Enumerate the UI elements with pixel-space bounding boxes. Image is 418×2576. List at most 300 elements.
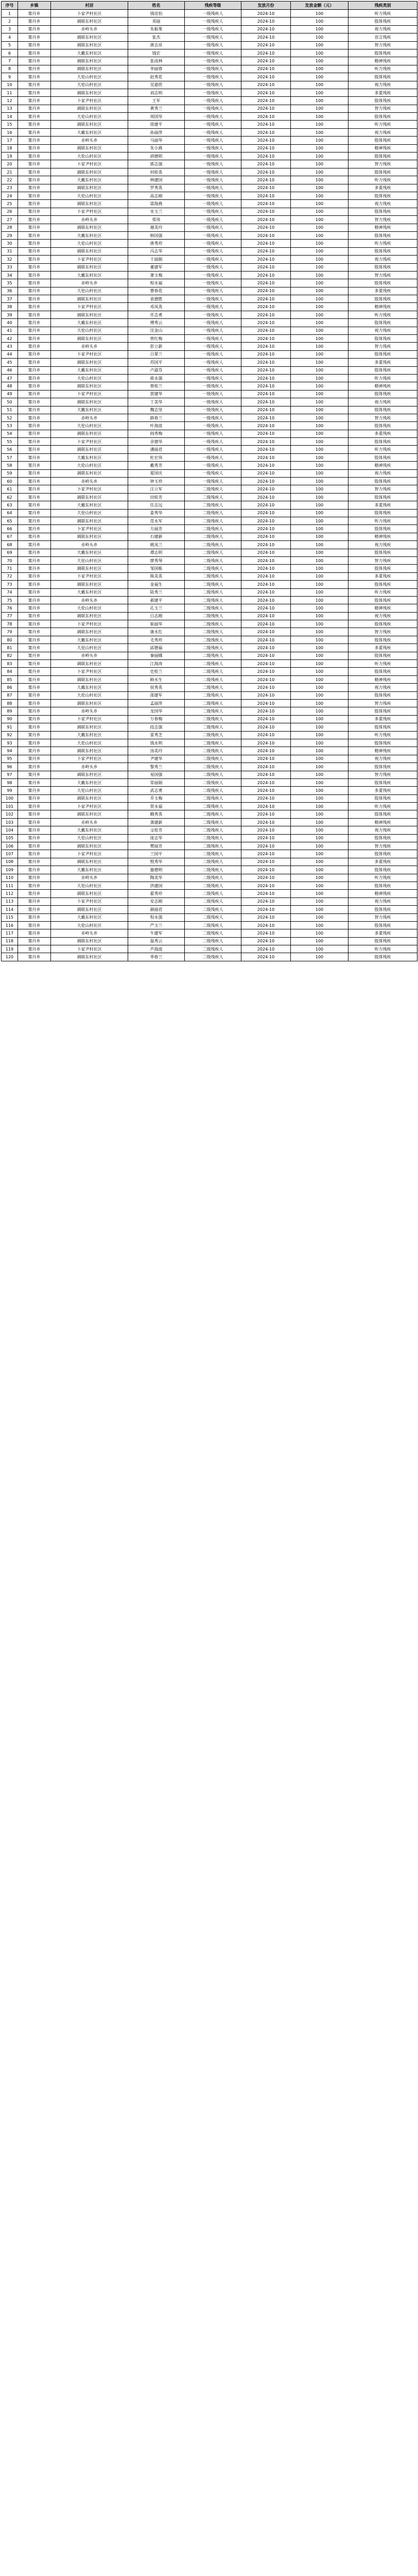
- cell-name: 邓凤英: [128, 303, 185, 311]
- cell-month: 2024-10: [241, 715, 291, 723]
- cell-township: 策丹乡: [18, 192, 51, 199]
- cell-month: 2024-10: [241, 652, 291, 659]
- cell-name: 邵建军: [128, 691, 185, 699]
- cell-category: 听力残疾: [349, 874, 417, 882]
- table-row: [2, 65, 417, 73]
- cell-category: 肢体残疾: [349, 113, 417, 121]
- cell-category: 精神残疾: [349, 747, 417, 755]
- cell-name: 林建国: [128, 176, 185, 184]
- cell-category: 肢体残疾: [349, 723, 417, 731]
- cell-amount: 100: [291, 216, 349, 224]
- cell-month: 2024-10: [241, 850, 291, 858]
- cell-grade: 一级残疾人: [185, 287, 241, 295]
- table-row: [2, 462, 417, 469]
- cell-village: 调联东村社区: [51, 446, 128, 453]
- cell-index: 60: [2, 478, 18, 485]
- cell-amount: 100: [291, 549, 349, 556]
- cell-index: 118: [2, 937, 18, 945]
- cell-amount: 100: [291, 565, 349, 572]
- cell-name: 熊美英: [128, 572, 185, 580]
- cell-name: 田桂芳: [128, 493, 185, 501]
- cell-name: 段志强: [128, 723, 185, 731]
- cell-amount: 100: [291, 778, 349, 786]
- cell-grade: 一级残疾人: [185, 49, 241, 57]
- cell-name: 王军: [128, 97, 185, 105]
- table-row: [2, 240, 417, 247]
- table-row: [2, 565, 417, 572]
- cell-name: 朱小燕: [128, 144, 185, 152]
- cell-name: 乔玉梅: [128, 794, 185, 802]
- cell-township: 策丹乡: [18, 604, 51, 612]
- cell-name: 丁美华: [128, 398, 185, 406]
- cell-name: 姚凤兰: [128, 541, 185, 549]
- cell-month: 2024-10: [241, 787, 291, 794]
- cell-grade: 二级残疾人: [185, 699, 241, 707]
- cell-grade: 二级残疾人: [185, 620, 241, 628]
- cell-index: 11: [2, 89, 18, 96]
- cell-name: 康永红: [128, 628, 185, 636]
- cell-month: 2024-10: [241, 168, 291, 176]
- cell-grade: 二级残疾人: [185, 858, 241, 866]
- table-row: [2, 311, 417, 318]
- cell-amount: 100: [291, 858, 349, 866]
- cell-township: 策丹乡: [18, 668, 51, 675]
- cell-category: 精神残疾: [349, 533, 417, 540]
- cell-township: 策丹乡: [18, 422, 51, 430]
- table-row: [2, 453, 417, 461]
- cell-grade: 二级残疾人: [185, 715, 241, 723]
- cell-index: 6: [2, 49, 18, 57]
- cell-month: 2024-10: [241, 430, 291, 437]
- cell-index: 107: [2, 850, 18, 858]
- cell-index: 84: [2, 668, 18, 675]
- cell-grade: 二级残疾人: [185, 850, 241, 858]
- cell-month: 2024-10: [241, 113, 291, 121]
- cell-amount: 100: [291, 438, 349, 446]
- cell-village: 调联东村社区: [51, 247, 128, 255]
- cell-village: 赤岭头乡: [51, 343, 128, 350]
- cell-amount: 100: [291, 279, 349, 287]
- cell-category: 肢体残疾: [349, 596, 417, 604]
- cell-village: 大戴东村社区: [51, 49, 128, 57]
- cell-category: 肢体残疾: [349, 137, 417, 144]
- table-row: [2, 858, 417, 866]
- cell-index: 109: [2, 866, 18, 874]
- cell-category: 听力残疾: [349, 65, 417, 73]
- cell-grade: 二级残疾人: [185, 668, 241, 675]
- cell-township: 策丹乡: [18, 858, 51, 866]
- cell-township: 策丹乡: [18, 612, 51, 620]
- cell-township: 策丹乡: [18, 303, 51, 311]
- cell-name: 余德华: [128, 438, 185, 446]
- cell-village: 卜家尹村社区: [51, 350, 128, 358]
- cell-amount: 100: [291, 231, 349, 239]
- cell-grade: 一级残疾人: [185, 382, 241, 390]
- cell-month: 2024-10: [241, 152, 291, 160]
- cell-amount: 100: [291, 763, 349, 771]
- cell-index: 53: [2, 422, 18, 430]
- cell-index: 14: [2, 113, 18, 121]
- cell-amount: 100: [291, 533, 349, 540]
- cell-grade: 一级残疾人: [185, 73, 241, 81]
- table-row: [2, 834, 417, 842]
- cell-village: 大戴东村社区: [51, 549, 128, 556]
- cell-month: 2024-10: [241, 778, 291, 786]
- cell-grade: 一级残疾人: [185, 168, 241, 176]
- cell-index: 28: [2, 224, 18, 231]
- cell-month: 2024-10: [241, 644, 291, 652]
- cell-month: 2024-10: [241, 699, 291, 707]
- cell-month: 2024-10: [241, 882, 291, 889]
- cell-index: 51: [2, 406, 18, 414]
- cell-grade: 一级残疾人: [185, 105, 241, 112]
- cell-month: 2024-10: [241, 675, 291, 683]
- cell-village: 调联东村社区: [51, 430, 128, 437]
- cell-index: 74: [2, 588, 18, 596]
- cell-category: 肢体残疾: [349, 263, 417, 271]
- cell-township: 策丹乡: [18, 168, 51, 176]
- cell-category: 视力残疾: [349, 398, 417, 406]
- table-row: [2, 485, 417, 493]
- cell-grade: 二级残疾人: [185, 565, 241, 572]
- cell-index: 80: [2, 636, 18, 643]
- cell-month: 2024-10: [241, 10, 291, 18]
- cell-grade: 一级残疾人: [185, 350, 241, 358]
- cell-amount: 100: [291, 335, 349, 343]
- cell-name: 刘志明: [128, 89, 185, 96]
- cell-amount: 100: [291, 184, 349, 192]
- cell-grade: 一级残疾人: [185, 10, 241, 18]
- cell-township: 策丹乡: [18, 501, 51, 509]
- cell-category: 多重残疾: [349, 287, 417, 295]
- cell-grade: 一级残疾人: [185, 311, 241, 318]
- cell-amount: 100: [291, 660, 349, 668]
- cell-name: 范永军: [128, 517, 185, 525]
- table-row: [2, 636, 417, 643]
- cell-amount: 100: [291, 699, 349, 707]
- cell-amount: 100: [291, 295, 349, 303]
- cell-index: 111: [2, 882, 18, 889]
- cell-name: 贾建华: [128, 390, 185, 398]
- table-row: [2, 882, 417, 889]
- cell-grade: 一级残疾人: [185, 414, 241, 421]
- cell-category: 肢体残疾: [349, 763, 417, 771]
- cell-amount: 100: [291, 771, 349, 778]
- cell-township: 策丹乡: [18, 565, 51, 572]
- cell-township: 策丹乡: [18, 636, 51, 643]
- cell-month: 2024-10: [241, 343, 291, 350]
- cell-month: 2024-10: [241, 834, 291, 842]
- cell-amount: 100: [291, 596, 349, 604]
- cell-village: 赤岭头乡: [51, 596, 128, 604]
- cell-month: 2024-10: [241, 731, 291, 739]
- cell-month: 2024-10: [241, 565, 291, 572]
- cell-township: 策丹乡: [18, 216, 51, 224]
- cell-index: 89: [2, 707, 18, 715]
- cell-index: 99: [2, 787, 18, 794]
- cell-name: 芦海波: [128, 945, 185, 953]
- cell-category: 听力残疾: [349, 374, 417, 382]
- cell-name: 姜秀华: [128, 509, 185, 517]
- cell-village: 卜家尹村社区: [51, 160, 128, 168]
- cell-township: 策丹乡: [18, 509, 51, 517]
- cell-grade: 一级残疾人: [185, 224, 241, 231]
- cell-name: 易国强: [128, 771, 185, 778]
- cell-index: 90: [2, 715, 18, 723]
- cell-index: 41: [2, 327, 18, 334]
- cell-month: 2024-10: [241, 921, 291, 929]
- table-row: [2, 913, 417, 921]
- cell-index: 36: [2, 287, 18, 295]
- cell-name: 陶美华: [128, 874, 185, 882]
- table-row: [2, 588, 417, 596]
- cell-township: 策丹乡: [18, 596, 51, 604]
- cell-month: 2024-10: [241, 874, 291, 882]
- cell-name: 郝建平: [128, 596, 185, 604]
- cell-index: 19: [2, 152, 18, 160]
- subsidy-table: [1, 1, 417, 961]
- cell-grade: 一级残疾人: [185, 208, 241, 215]
- cell-category: 视力残疾: [349, 469, 417, 477]
- cell-month: 2024-10: [241, 604, 291, 612]
- cell-index: 8: [2, 65, 18, 73]
- cell-category: 视力残疾: [349, 612, 417, 620]
- cell-category: 精神残疾: [349, 604, 417, 612]
- cell-township: 策丹乡: [18, 644, 51, 652]
- cell-grade: 二级残疾人: [185, 755, 241, 762]
- cell-village: 大伦山村社区: [51, 113, 128, 121]
- cell-village: 大伦山村社区: [51, 509, 128, 517]
- cell-category: 肢体残疾: [349, 636, 417, 643]
- cell-amount: 100: [291, 866, 349, 874]
- cell-category: 肢体残疾: [349, 97, 417, 105]
- cell-grade: 二级残疾人: [185, 937, 241, 945]
- cell-name: 魏志坚: [128, 406, 185, 414]
- cell-name: 黎秀兰: [128, 763, 185, 771]
- table-row: [2, 295, 417, 303]
- cell-index: 98: [2, 778, 18, 786]
- cell-township: 策丹乡: [18, 818, 51, 826]
- cell-grade: 二级残疾人: [185, 556, 241, 564]
- cell-category: 视力残疾: [349, 684, 417, 691]
- cell-index: 43: [2, 343, 18, 350]
- cell-category: 智力残疾: [349, 771, 417, 778]
- cell-name: 秦丽娜: [128, 652, 185, 659]
- cell-category: 肢体残疾: [349, 850, 417, 858]
- cell-township: 策丹乡: [18, 319, 51, 327]
- cell-index: 33: [2, 263, 18, 271]
- cell-grade: 一级残疾人: [185, 279, 241, 287]
- cell-village: 调联东村社区: [51, 660, 128, 668]
- cell-month: 2024-10: [241, 303, 291, 311]
- cell-grade: 二级残疾人: [185, 572, 241, 580]
- table-row: [2, 390, 417, 398]
- cell-village: 调联东村社区: [51, 105, 128, 112]
- cell-month: 2024-10: [241, 97, 291, 105]
- cell-category: 视力残疾: [349, 256, 417, 263]
- cell-amount: 100: [291, 953, 349, 961]
- cell-category: 精神残疾: [349, 462, 417, 469]
- table-row: [2, 398, 417, 406]
- cell-amount: 100: [291, 478, 349, 485]
- cell-month: 2024-10: [241, 263, 291, 271]
- cell-township: 策丹乡: [18, 810, 51, 818]
- cell-township: 策丹乡: [18, 834, 51, 842]
- table-row: [2, 953, 417, 961]
- cell-category: 听力残疾: [349, 803, 417, 810]
- table-row: [2, 684, 417, 691]
- cell-name: 罗秀英: [128, 184, 185, 192]
- cell-village: 大戴东村社区: [51, 913, 128, 921]
- table-row: [2, 541, 417, 549]
- cell-name: 倪永强: [128, 913, 185, 921]
- cell-index: 103: [2, 818, 18, 826]
- table-row: [2, 350, 417, 358]
- cell-category: 听力残疾: [349, 176, 417, 184]
- cell-township: 策丹乡: [18, 240, 51, 247]
- cell-name: 彭立新: [128, 343, 185, 350]
- cell-index: 18: [2, 144, 18, 152]
- table-row: [2, 652, 417, 659]
- cell-township: 策丹乡: [18, 945, 51, 953]
- cell-index: 2: [2, 18, 18, 25]
- cell-name: 傅秀云: [128, 319, 185, 327]
- cell-grade: 二级残疾人: [185, 541, 241, 549]
- header-village: 村居: [51, 2, 128, 10]
- table-row: [2, 231, 417, 239]
- cell-amount: 100: [291, 921, 349, 929]
- cell-category: 肢体残疾: [349, 478, 417, 485]
- cell-village: 大戴东村社区: [51, 271, 128, 279]
- table-row: [2, 897, 417, 905]
- cell-amount: 100: [291, 834, 349, 842]
- cell-amount: 100: [291, 18, 349, 25]
- cell-amount: 100: [291, 469, 349, 477]
- cell-name: 于丽娟: [128, 256, 185, 263]
- cell-index: 46: [2, 366, 18, 374]
- cell-village: 调联东村社区: [51, 723, 128, 731]
- cell-amount: 100: [291, 652, 349, 659]
- cell-month: 2024-10: [241, 755, 291, 762]
- cell-amount: 100: [291, 200, 349, 208]
- cell-village: 赤岭头乡: [51, 874, 128, 882]
- cell-grade: 一级残疾人: [185, 25, 241, 33]
- cell-amount: 100: [291, 10, 349, 18]
- cell-amount: 100: [291, 41, 349, 49]
- cell-village: 调联东村社区: [51, 747, 128, 755]
- cell-township: 策丹乡: [18, 10, 51, 18]
- cell-category: 智力残疾: [349, 842, 417, 850]
- cell-month: 2024-10: [241, 913, 291, 921]
- cell-village: 大戴东村社区: [51, 826, 128, 834]
- cell-month: 2024-10: [241, 176, 291, 184]
- cell-grade: 一级残疾人: [185, 406, 241, 414]
- cell-name: 贺永福: [128, 803, 185, 810]
- cell-index: 29: [2, 231, 18, 239]
- cell-grade: 一级残疾人: [185, 137, 241, 144]
- cell-index: 34: [2, 271, 18, 279]
- cell-month: 2024-10: [241, 406, 291, 414]
- cell-name: 龚建新: [128, 818, 185, 826]
- cell-index: 23: [2, 184, 18, 192]
- cell-month: 2024-10: [241, 842, 291, 850]
- cell-category: 精神残疾: [349, 382, 417, 390]
- cell-category: 肢体残疾: [349, 279, 417, 287]
- cell-category: 语言残疾: [349, 33, 417, 41]
- cell-name: 叶海波: [128, 422, 185, 430]
- cell-amount: 100: [291, 945, 349, 953]
- cell-amount: 100: [291, 691, 349, 699]
- cell-month: 2024-10: [241, 200, 291, 208]
- cell-township: 策丹乡: [18, 406, 51, 414]
- cell-township: 策丹乡: [18, 707, 51, 715]
- cell-township: 策丹乡: [18, 485, 51, 493]
- cell-amount: 100: [291, 818, 349, 826]
- cell-index: 37: [2, 295, 18, 303]
- cell-category: 多重残疾: [349, 858, 417, 866]
- cell-grade: 二级残疾人: [185, 921, 241, 929]
- table-row: [2, 691, 417, 699]
- cell-name: 洪建国: [128, 882, 185, 889]
- cell-category: 听力残疾: [349, 660, 417, 668]
- cell-month: 2024-10: [241, 691, 291, 699]
- cell-village: 大伦山村社区: [51, 327, 128, 334]
- cell-month: 2024-10: [241, 81, 291, 89]
- cell-township: 策丹乡: [18, 850, 51, 858]
- cell-name: 戴秀芳: [128, 462, 185, 469]
- table-row: [2, 604, 417, 612]
- cell-name: 万春梅: [128, 715, 185, 723]
- cell-category: 肢体残疾: [349, 422, 417, 430]
- cell-category: 肢体残疾: [349, 882, 417, 889]
- cell-category: 肢体残疾: [349, 906, 417, 913]
- cell-category: 精神残疾: [349, 818, 417, 826]
- cell-village: 调联东村社区: [51, 33, 128, 41]
- cell-village: 大伦山村社区: [51, 834, 128, 842]
- cell-township: 策丹乡: [18, 446, 51, 453]
- cell-township: 策丹乡: [18, 787, 51, 794]
- cell-amount: 100: [291, 414, 349, 421]
- cell-month: 2024-10: [241, 478, 291, 485]
- cell-grade: 二级残疾人: [185, 636, 241, 643]
- cell-township: 策丹乡: [18, 65, 51, 73]
- cell-name: 宋玉兰: [128, 208, 185, 215]
- cell-amount: 100: [291, 581, 349, 588]
- cell-grade: 二级残疾人: [185, 731, 241, 739]
- cell-grade: 二级残疾人: [185, 953, 241, 961]
- cell-name: 史桂兰: [128, 668, 185, 675]
- cell-name: 崔丽华: [128, 620, 185, 628]
- cell-month: 2024-10: [241, 763, 291, 771]
- table-row: [2, 945, 417, 953]
- cell-month: 2024-10: [241, 509, 291, 517]
- table-row: [2, 374, 417, 382]
- table-row: [2, 25, 417, 33]
- table-row: [2, 842, 417, 850]
- cell-grade: 一级残疾人: [185, 231, 241, 239]
- table-row: [2, 612, 417, 620]
- cell-index: 69: [2, 549, 18, 556]
- cell-name: 钱佳怡: [128, 10, 185, 18]
- cell-grade: 一级残疾人: [185, 343, 241, 350]
- cell-category: 肢体残疾: [349, 168, 417, 176]
- cell-index: 66: [2, 525, 18, 533]
- cell-grade: 二级残疾人: [185, 906, 241, 913]
- cell-name: 牛建军: [128, 929, 185, 937]
- cell-month: 2024-10: [241, 818, 291, 826]
- cell-village: 调联东村社区: [51, 628, 128, 636]
- cell-index: 97: [2, 771, 18, 778]
